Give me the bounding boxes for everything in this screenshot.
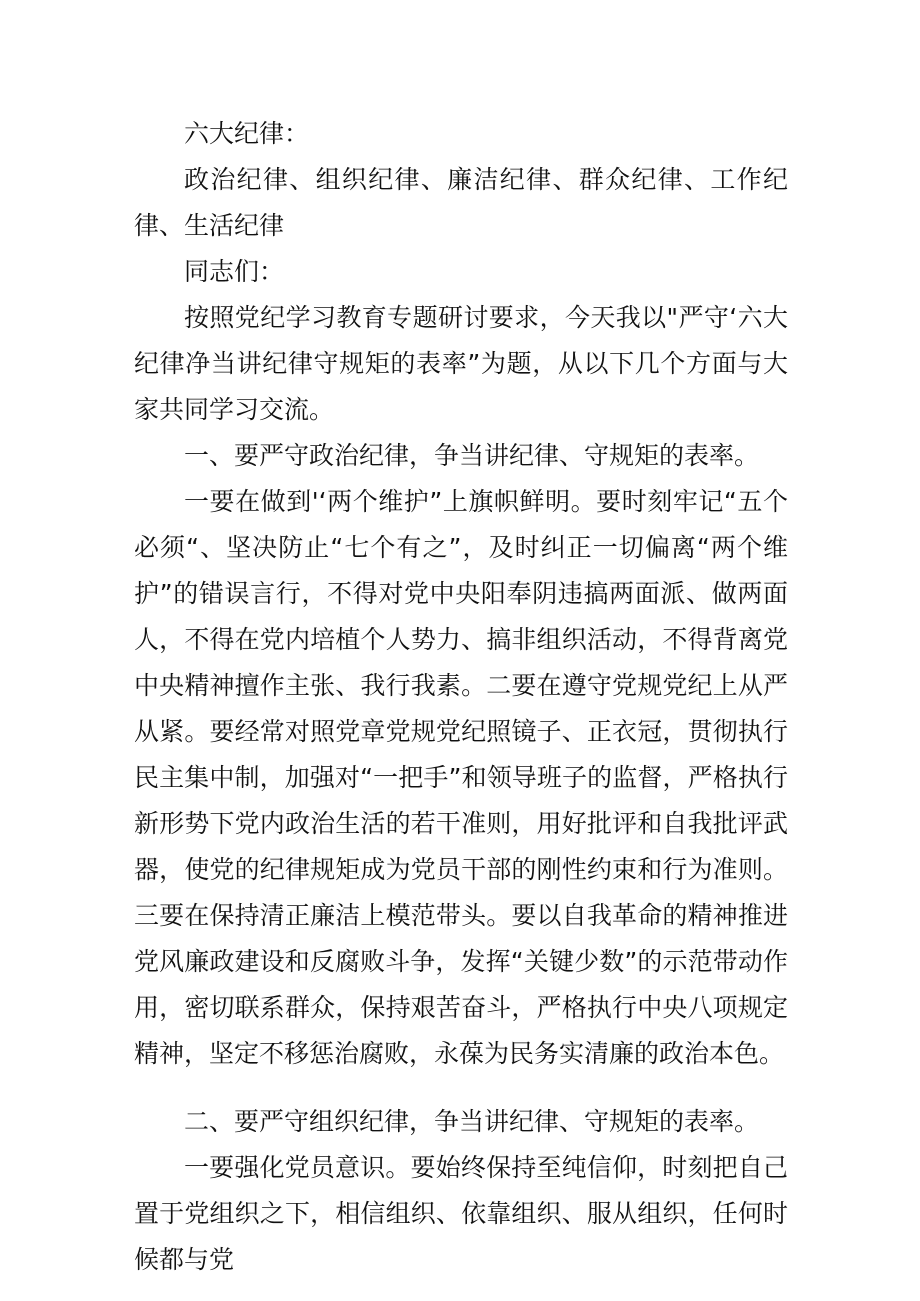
six-disciplines-list: 政治纪律、组织纪律、廉洁纪律、群众纪律、工作纪律、生活纪律 <box>134 165 788 240</box>
intro-paragraph: 按照党纪学习教育专题研讨要求，今天我以"严守‘六大纪律净当讲纪律守规矩的表率”为题，从以下几个方面与大家共同学习交流。 <box>134 303 788 424</box>
heading-six-disciplines: 六大纪律： <box>184 119 310 148</box>
section-heading-political: 一、要严守政治纪律，争当讲纪律、守规矩的表率。 <box>184 441 760 470</box>
salutation: 同志们： <box>184 257 285 286</box>
document-body <box>134 111 788 1283</box>
section-body-political: 一要在做到'‘两个维护”上旗帜鲜明。要时刻牢记“五个必须“、坚决防止“七个有之”，及时纠正一切偏离“两个维护”的错误言行，不得对党中央阳奉阴违搞两面派、做两面人，不得在党内培植个人势力、搞非组织活动，不得背离党中央精神擅作主张、我行我素。二要在遵守党规党纪上从严从紧。要经常对照党章党规党纪照镜子、正衣冠，贯彻执行民主集中制，加强对“一把手”和领导班子的监督，严格执行新形势下党内政治生活的若干准则，用好批评和自我批评武器，使党的纪律规矩成为党员干部的刚性约束和行为准则。三要在保持清正廉洁上模范带头。要以自我革命的精神推进党风廉政建设和反腐败斗争，发挥“关键少数”的示范带动作用，密切联系群众，保持艰苦奋斗，严格执行中央八项规定精神，坚定不移惩治腐败，永葆为民务实清廉的政治本色。 <box>134 487 788 1068</box>
section-body-organizational: 一要强化党员意识。要始终保持至纯信仰，时刻把自己置于党组织之下，相信组织、依靠组织、服从组织，任何时候都与党 <box>134 1153 788 1274</box>
section-heading-organizational: 二、要严守组织纪律，争当讲纪律、守规矩的表率。 <box>184 1107 760 1136</box>
